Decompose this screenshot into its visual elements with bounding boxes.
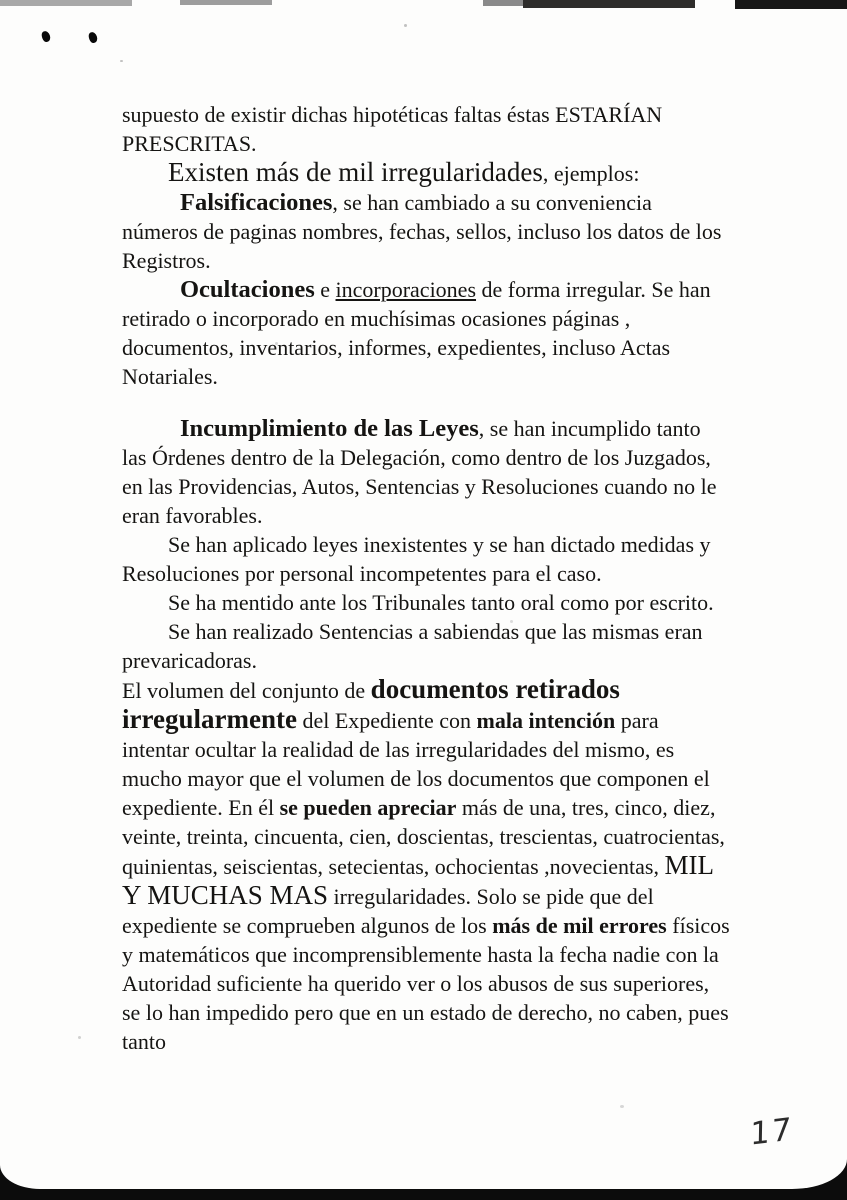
text-run-bold-large: documentos retirados irregularmente bbox=[122, 674, 620, 734]
paragraph bbox=[122, 188, 730, 275]
scan-speck bbox=[78, 1036, 81, 1039]
text-run-normal: más de una, tres, cinco, diez, veinte, treinta, cincuenta, cien, doscientas, trescientas, cuatrocientas, quinientas, seiscientas, setecientas, ochocientas ,novecientas, bbox=[122, 795, 725, 879]
scan-edge-artifact bbox=[735, 0, 847, 9]
scan-edge-artifact bbox=[180, 0, 272, 5]
paragraph bbox=[122, 530, 730, 588]
text-run-normal: Se han realizado Sentencias a sabiendas que las mismas eran prevaricadoras. bbox=[122, 619, 703, 673]
text-run-normal: Se han aplicado leyes inexistentes y se han dictado medidas y Resoluciones por personal incompetentes para el caso. bbox=[122, 532, 711, 586]
text-run-normal: para intentar ocultar la realidad de las irregularidades del mismo, es mucho mayor que el volumen de los documentos que componen el expediente. En él bbox=[122, 708, 710, 820]
text-run-normal: de forma irregular. Se han retirado o incorporado en muchísimas ocasiones páginas , documentos, inventarios, informes, expedientes, incluso Actas Notariales. bbox=[122, 277, 711, 389]
text-run-bold: más de mil errores bbox=[492, 913, 667, 938]
text-run-heading: Incumplimiento de las Leyes bbox=[180, 415, 479, 442]
paragraph bbox=[122, 275, 730, 391]
paragraph bbox=[122, 588, 730, 617]
text-run-underline: incorporaciones bbox=[335, 277, 477, 302]
paragraph bbox=[122, 158, 730, 188]
text-run-normal: El volumen del conjunto de bbox=[122, 678, 371, 703]
text-run-normal: , ejemplos: bbox=[542, 161, 640, 186]
scan-bottom-paper-curve bbox=[0, 1143, 847, 1189]
paragraph bbox=[122, 414, 730, 530]
scan-speck bbox=[120, 60, 123, 62]
handwritten-page-number: 17 bbox=[749, 1111, 794, 1153]
text-run-normal: supuesto de existir dichas hipotéticas faltas éstas ESTARÍAN PRESCRITAS. bbox=[122, 102, 663, 156]
paragraph bbox=[122, 675, 730, 1056]
text-run-normal: físicos y matemáticos que incomprensiblemente hasta la fecha nadie con la Autoridad suficiente ha querido ver o los abusos de sus superiores, se lo han impedido pero que en un estado de derecho, no caben, pues tanto bbox=[122, 913, 730, 1054]
text-run-heading: Ocultaciones bbox=[180, 276, 315, 303]
text-run-normal: del Expediente con bbox=[296, 708, 477, 733]
text-run-bold: se pueden apreciar bbox=[279, 795, 457, 820]
ink-dot bbox=[87, 31, 98, 44]
scan-speck bbox=[404, 24, 407, 27]
text-run-normal: , se han cambiado a su conveniencia números de paginas nombres, fechas, sellos, incluso los datos de los Registros. bbox=[122, 190, 722, 273]
text-run-normal: e bbox=[314, 277, 336, 302]
text-run-heading: Falsificaciones bbox=[180, 189, 333, 216]
document-body bbox=[122, 100, 730, 1056]
scan-edge-artifact bbox=[483, 0, 523, 6]
text-run-bold: mala intención bbox=[476, 708, 616, 733]
scan-edge-artifact bbox=[523, 0, 695, 8]
text-run-normal: Se ha mentido ante los Tribunales tanto oral como por escrito. bbox=[168, 590, 714, 615]
text-run-large: MIL Y MUCHAS MAS bbox=[122, 850, 713, 910]
paragraph bbox=[122, 617, 730, 675]
ink-dot bbox=[40, 30, 51, 43]
scan-speck bbox=[620, 1105, 624, 1108]
text-run-normal: , se han incumplido tanto las Órdenes dentro de la Delegación, como dentro de los Juzgados, en las Providencias, Autos, Sentencias y Resoluciones cuando no le eran favorables. bbox=[122, 416, 717, 528]
text-run-large: Existen más de mil irregularidades bbox=[168, 157, 543, 187]
paragraph bbox=[122, 100, 730, 158]
scan-edge-artifact bbox=[0, 0, 132, 6]
text-run-normal: irregularidades. Solo se pide que del expediente se comprueben algunos de los bbox=[122, 884, 654, 938]
